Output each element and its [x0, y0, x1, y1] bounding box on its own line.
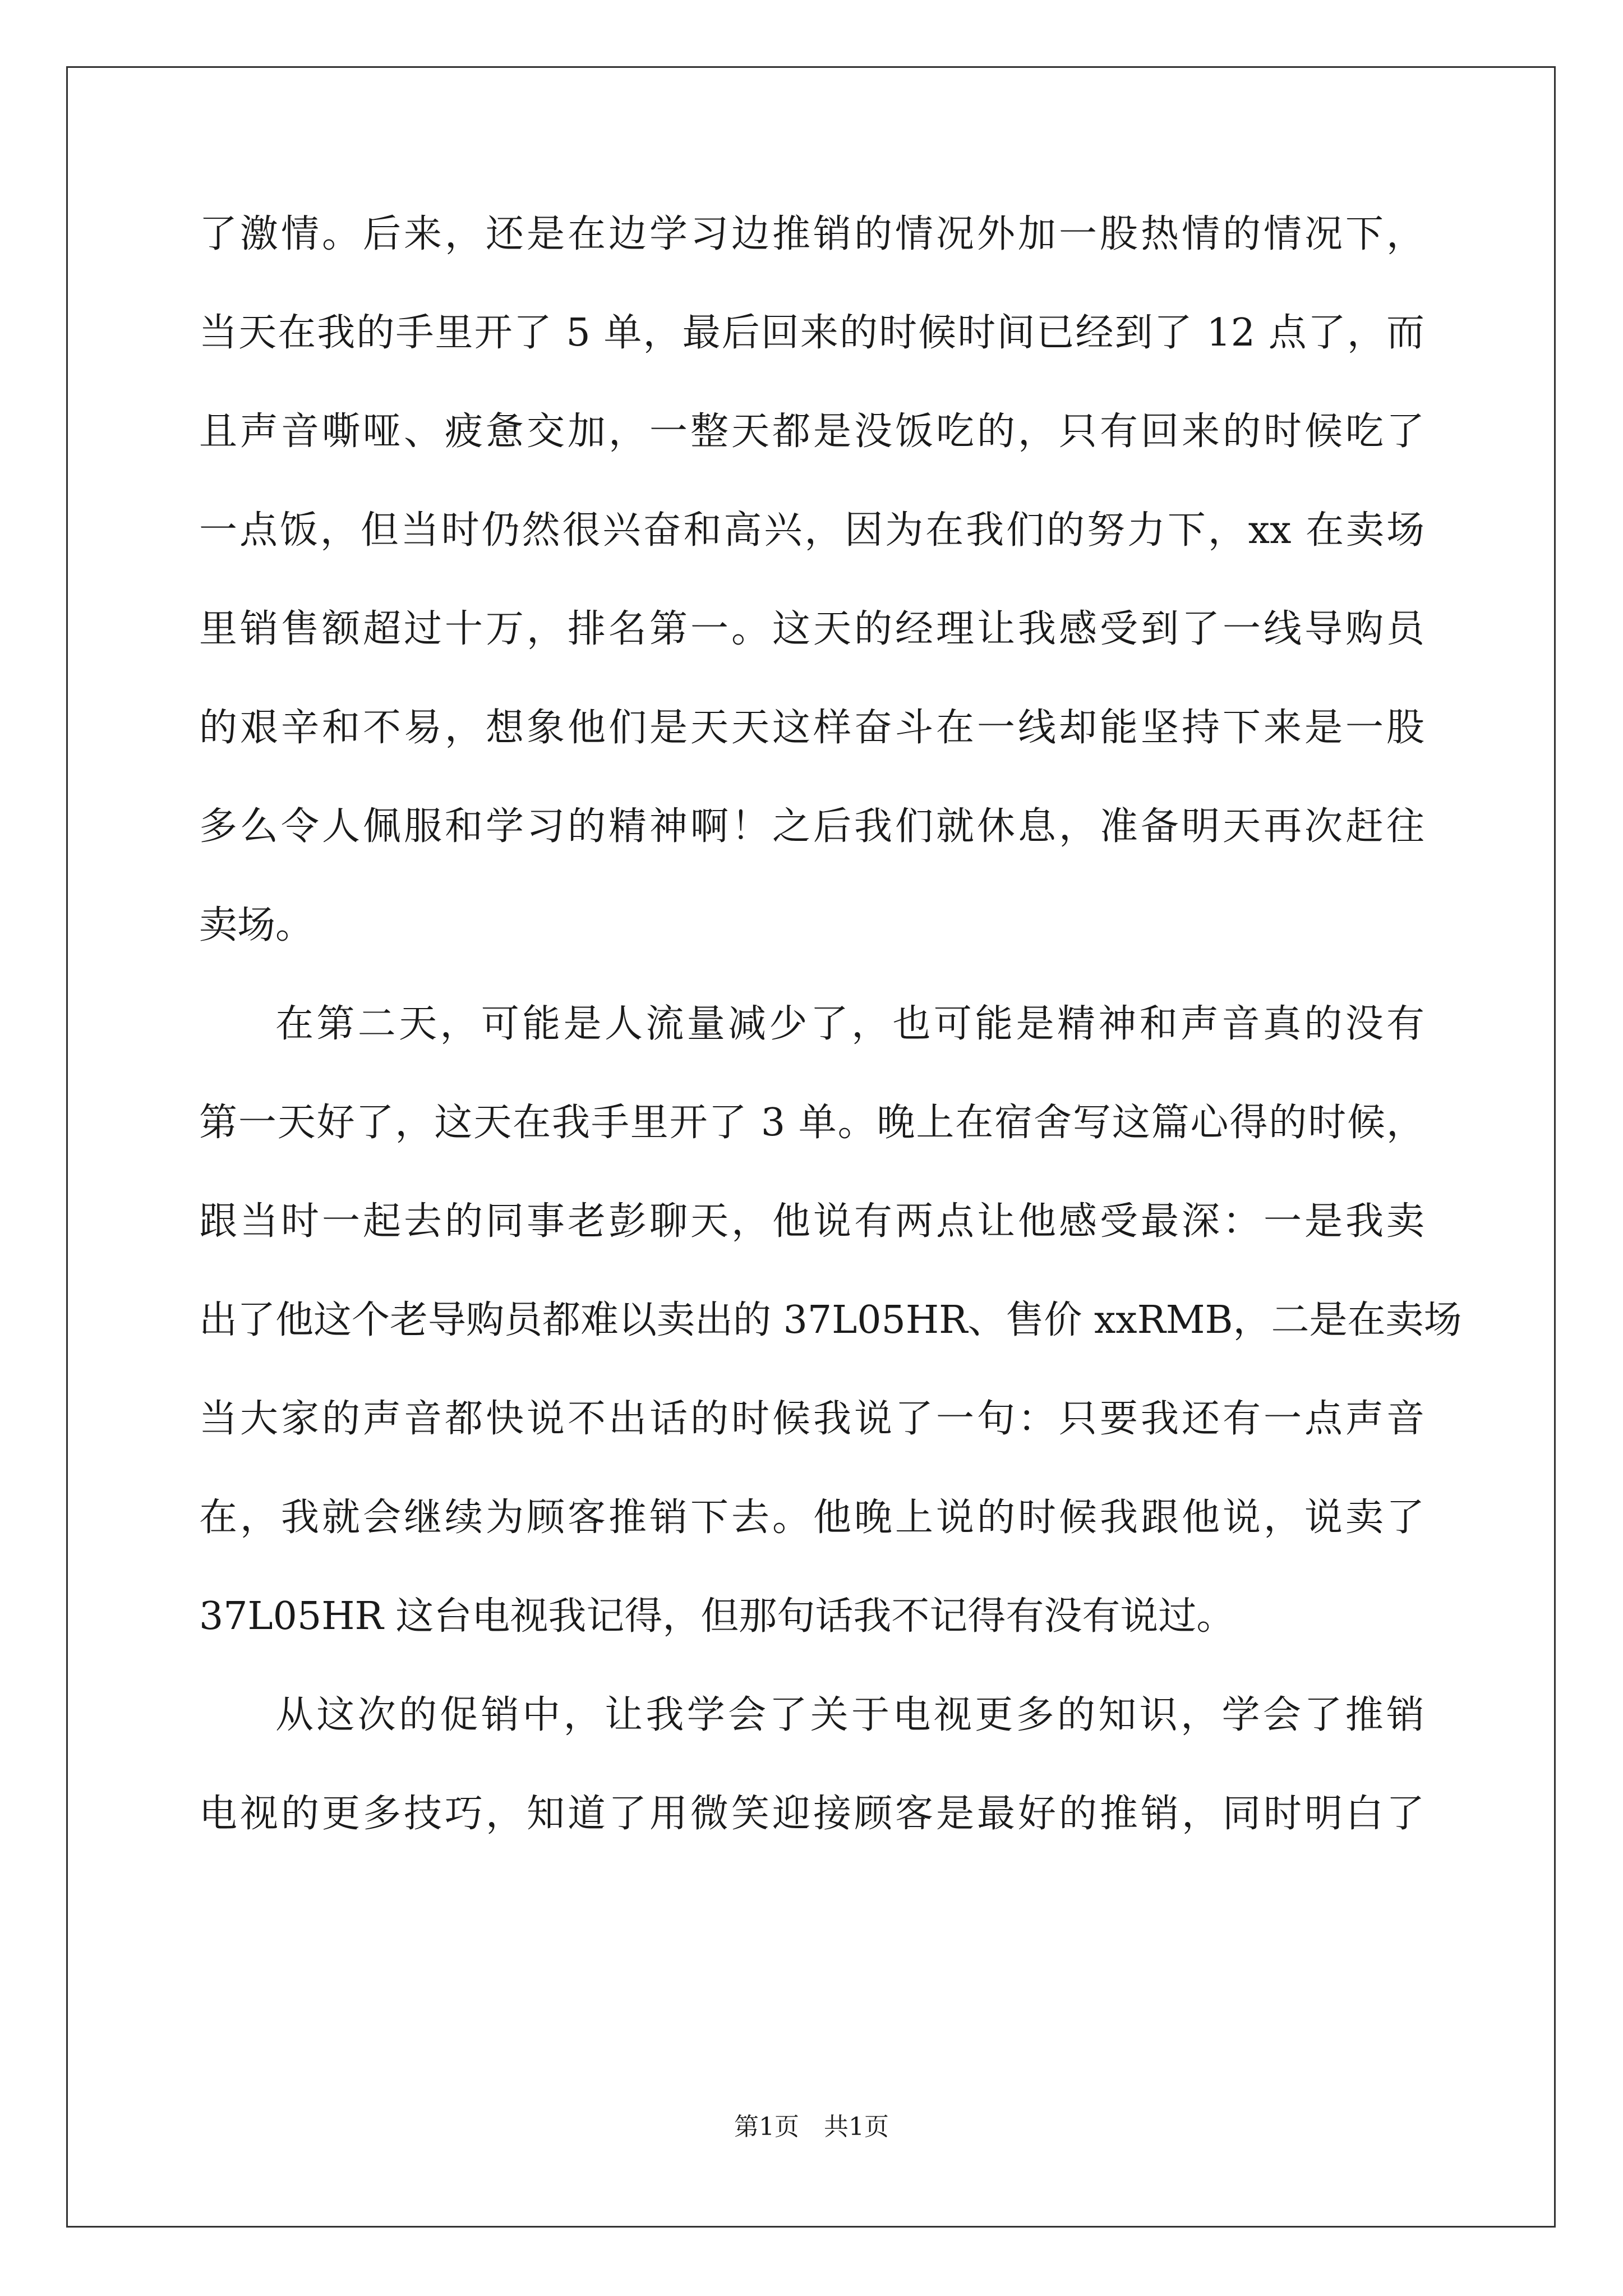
text-line: 电视的更多技巧，知道了用微笑迎接顾客是最好的推销，同时明白了: [199, 1792, 1424, 1836]
text-line: 当天在我的手里开了 5 单，最后回来的时候时间已经到了 12 点了，而: [199, 311, 1424, 355]
text-line: 了激情。后来，还是在边学习边推销的情况外加一股热情的情况下，: [199, 212, 1424, 256]
text-line: 第一天好了，这天在我手里开了 3 单。晚上在宿舍写这篇心得的时候，: [199, 1101, 1424, 1145]
text-line: 一点饭，但当时仍然很兴奋和高兴，因为在我们的努力下，xx 在卖场: [199, 508, 1424, 553]
text-line: 37L05HR 这台电视我记得，但那句话我不记得有没有说过。: [199, 1594, 1235, 1639]
text-line: 跟当时一起去的同事老彭聊天，他说有两点让他感受最深：一是我卖: [199, 1199, 1424, 1244]
text-line: 的艰辛和不易，想象他们是天天这样奋斗在一线却能坚持下来是一股: [199, 706, 1424, 750]
paragraph-start-line: 在第二天，可能是人流量减少了，也可能是精神和声音真的没有: [275, 1002, 1424, 1046]
text-line: 当大家的声音都快说不出话的时候我说了一句：只要我还有一点声音: [199, 1397, 1424, 1441]
text-line: 卖场。: [199, 903, 314, 947]
document-body: [199, 185, 1462, 1864]
page-number-footer: 第1页 共1页: [734, 2113, 889, 2141]
text-line: 多么令人佩服和学习的精神啊！之后我们就休息，准备明天再次赶往: [199, 804, 1424, 849]
text-line: 出了他这个老导购员都难以卖出的 37L05HR、售价 xxRMB，二是在卖场: [199, 1298, 1462, 1342]
text-line: 在，我就会继续为顾客推销下去。他晚上说的时候我跟他说，说卖了: [199, 1496, 1424, 1540]
text-line: 里销售额超过十万，排名第一。这天的经理让我感受到了一线导购员: [199, 607, 1424, 651]
paragraph-start-line: 从这次的促销中，让我学会了关于电视更多的知识，学会了推销: [275, 1693, 1424, 1737]
text-line: 且声音嘶哑、疲惫交加，一整天都是没饭吃的，只有回来的时候吃了: [199, 409, 1424, 454]
